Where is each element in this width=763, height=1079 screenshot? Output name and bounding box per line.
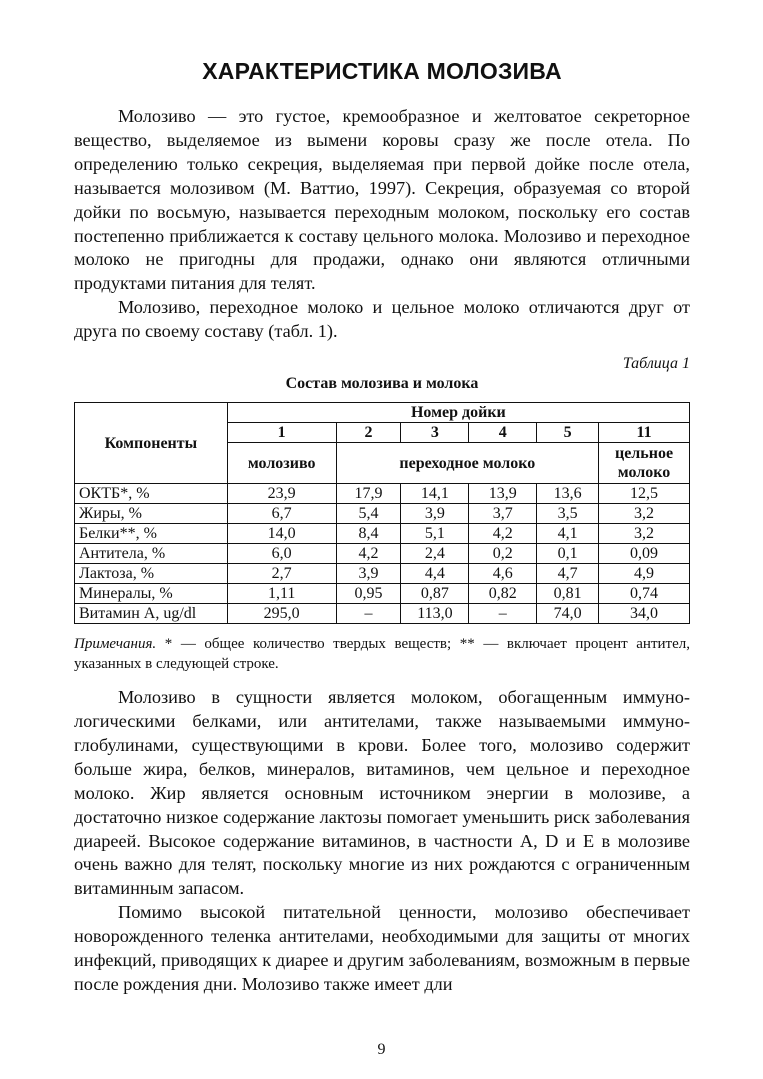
table-cell: 6,0 xyxy=(227,544,336,564)
composition-table xyxy=(74,402,690,624)
table-cell: 1,11 xyxy=(227,584,336,604)
table-cell: 4,7 xyxy=(537,564,599,584)
header-milking-5: 5 xyxy=(537,423,599,443)
table-note xyxy=(74,634,690,674)
table-cell: – xyxy=(336,604,401,624)
table-cell: 14,1 xyxy=(401,484,469,504)
row-label: ОКТБ*, % xyxy=(75,484,228,504)
page xyxy=(74,50,690,997)
table-cell: 3,2 xyxy=(599,524,690,544)
table-cell: 0,82 xyxy=(469,584,537,604)
table-cell: 113,0 xyxy=(401,604,469,624)
table-row xyxy=(75,564,690,584)
table-cell: 14,0 xyxy=(227,524,336,544)
table-cell: 23,9 xyxy=(227,484,336,504)
table-cell: 34,0 xyxy=(599,604,690,624)
table-cell: 295,0 xyxy=(227,604,336,624)
row-label: Лактоза, % xyxy=(75,564,228,584)
table-cell: 4,1 xyxy=(537,524,599,544)
page-title: ХАРАКТЕРИСТИКА МОЛОЗИВА xyxy=(202,58,562,84)
table-cell: 4,4 xyxy=(401,564,469,584)
header-milking-3: 3 xyxy=(401,423,469,443)
table-cell: – xyxy=(469,604,537,624)
header-milking-11: 11 xyxy=(599,423,690,443)
table-cell: 2,4 xyxy=(401,544,469,564)
table-body xyxy=(75,484,690,624)
page-number: 9 xyxy=(377,1041,386,1058)
table-cell: 3,9 xyxy=(401,504,469,524)
header-components: Компоненты xyxy=(75,403,228,484)
table-row xyxy=(75,504,690,524)
table-cell: 0,2 xyxy=(469,544,537,564)
row-label: Жиры, % xyxy=(75,504,228,524)
table-cell: 17,9 xyxy=(336,484,401,504)
table-header-row xyxy=(75,403,690,423)
table-cell: 13,9 xyxy=(469,484,537,504)
table-cell: 6,7 xyxy=(227,504,336,524)
paragraph-intro: Молозиво — это густое, кремообразное и желтоватое секреторное вещество, выделяемое из вымени коровы сразу же после отела. По определению только секреция, выделяемая при первой дойке после отела, называется молозивом (М. Ваттио, 1997). Секреция, образуемая со второй дойки по восьмую, называется переходным молоком, поскольку его состав постепенно приближается к составу цельного молока. Молозиво и переходное молоко не пригодны для продажи, однако они являются отличными продуктами питания для телят. xyxy=(74,106,690,294)
table-cell: 3,5 xyxy=(537,504,599,524)
table-cell: 4,2 xyxy=(336,544,401,564)
table-cell: 8,4 xyxy=(336,524,401,544)
header-type-transitional: переходное молоко xyxy=(336,443,598,484)
table-row xyxy=(75,544,690,564)
paragraph-antibodies: Помимо высокой питательной ценности, молозиво обеспечивает новорожденного теленка антителами, необходимыми для защиты от многих инфекций, приводящих к диарее и другим заболеваниям, возможным в первые после рождения дни. Молозиво также имеет дли xyxy=(74,902,690,994)
table-cell: 3,9 xyxy=(336,564,401,584)
table-cell: 3,2 xyxy=(599,504,690,524)
table-cell: 0,81 xyxy=(537,584,599,604)
row-label: Белки**, % xyxy=(75,524,228,544)
header-milking-number: Номер дойки xyxy=(227,403,689,423)
table-cell: 4,2 xyxy=(469,524,537,544)
table-row xyxy=(75,484,690,504)
table-cell: 2,7 xyxy=(227,564,336,584)
paragraph-composition: Молозиво, переходное молоко и цельное молоко отличаются друг от друга по своему составу (табл. 1). xyxy=(74,297,690,342)
table-cell: 0,1 xyxy=(537,544,599,564)
table-cell: 12,5 xyxy=(599,484,690,504)
table-cell: 4,9 xyxy=(599,564,690,584)
table-title: Состав молозива и молока xyxy=(285,375,479,393)
note-label: Примечания. xyxy=(74,636,157,653)
table-cell: 13,6 xyxy=(537,484,599,504)
row-label: Минералы, % xyxy=(75,584,228,604)
table-cell: 0,09 xyxy=(599,544,690,564)
table-row xyxy=(75,524,690,544)
header-milking-2: 2 xyxy=(336,423,401,443)
row-label: Антитела, % xyxy=(75,544,228,564)
table-row xyxy=(75,604,690,624)
note-text: * — общее количество твердых веществ; ** — включает процент антител, указанных в следующей строке. xyxy=(74,636,690,673)
table-cell: 4,6 xyxy=(469,564,537,584)
table-cell: 5,1 xyxy=(401,524,469,544)
table-cell: 3,7 xyxy=(469,504,537,524)
paragraph-colostrum-essence: Молозиво в сущности является молоком, обогащенным иммунологическими белками, или антителами, также называемыми иммуноглобулинами, существующими в крови. Более того, молозиво содержит больше жира, белков, минералов, витаминов, чем цельное и переходное молоко. Жир является основным источником энергии в молозиве, а достаточно низкое содержание лактозы помогает уменьшить риск заболевания диареей. Высокое содержание витаминов, в частности А, D и Е в молозиве очень важно для телят, поскольку многие из них рождаются с ограниченным витаминным запасом. xyxy=(74,687,690,899)
header-milking-4: 4 xyxy=(469,423,537,443)
table-cell: 0,74 xyxy=(599,584,690,604)
table-cell: 74,0 xyxy=(537,604,599,624)
table-cell: 0,87 xyxy=(401,584,469,604)
table-caption: Таблица 1 xyxy=(622,355,690,373)
table-row xyxy=(75,584,690,604)
header-type-whole: цельное молоко xyxy=(599,443,690,484)
table-cell: 0,95 xyxy=(336,584,401,604)
header-type-colostrum: молозиво xyxy=(227,443,336,484)
table-cell: 5,4 xyxy=(336,504,401,524)
header-milking-1: 1 xyxy=(227,423,336,443)
row-label: Витамин А, ug/dl xyxy=(75,604,228,624)
